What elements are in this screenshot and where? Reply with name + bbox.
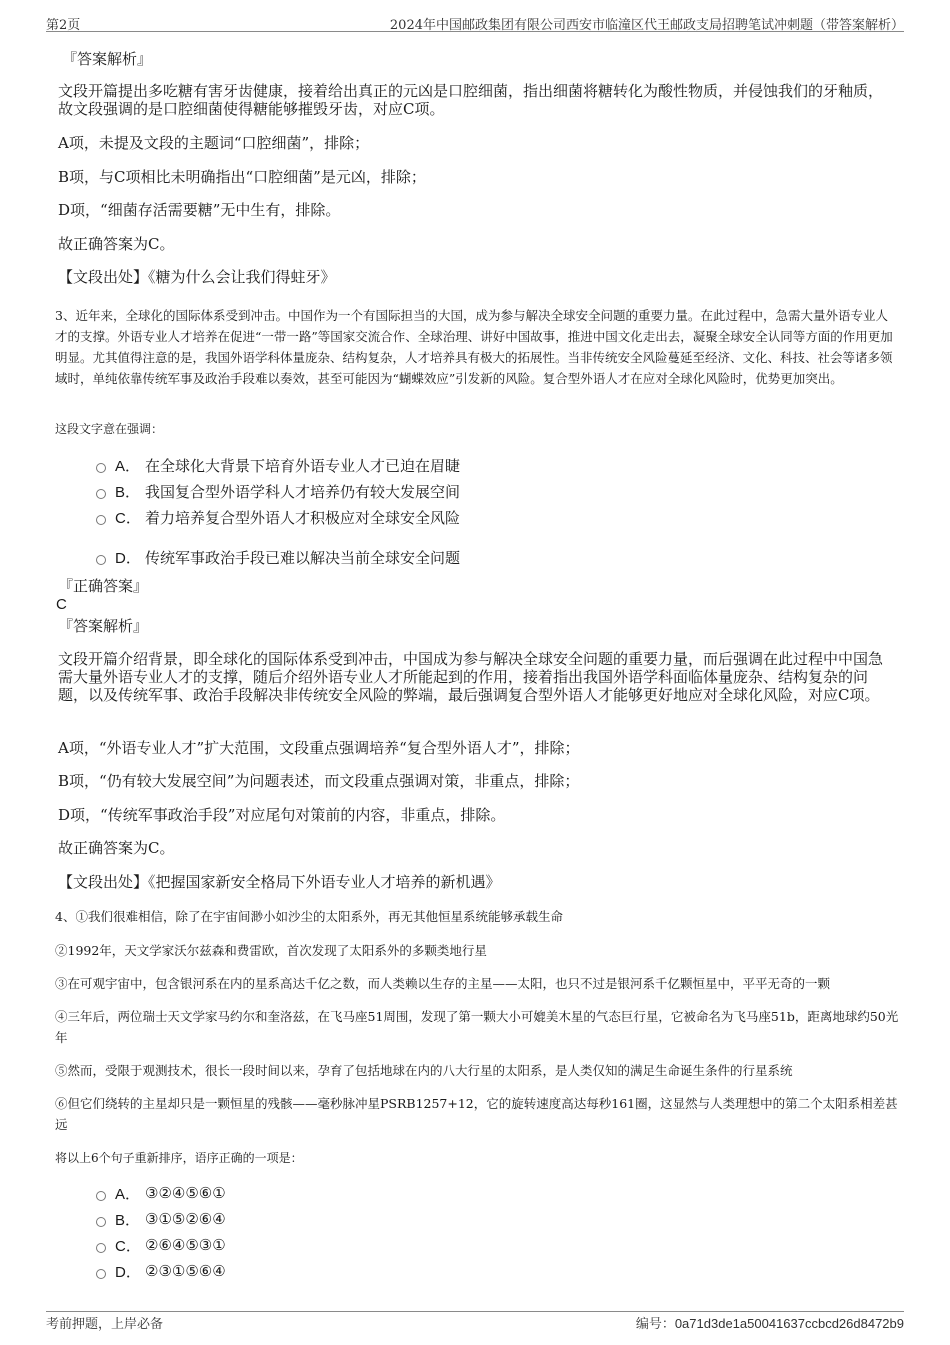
- q3-answer: C: [56, 596, 67, 613]
- q4-option-a[interactable]: [96, 1183, 226, 1203]
- radio-icon[interactable]: [96, 1217, 106, 1227]
- document-code-label: 编号：: [635, 1317, 675, 1332]
- q2-point-a: A项，未提及文段的主题词“口腔细菌”，排除；: [58, 134, 370, 152]
- q2-analysis-label: 『答案解析』: [62, 50, 153, 68]
- option-text: 传统军事政治手段已难以解决当前全球安全问题: [145, 548, 461, 567]
- q3-point-d: D项，“传统军事政治手段”对应尾句对策前的内容，非重点，排除。: [58, 806, 506, 824]
- q3-option-b[interactable]: [96, 481, 460, 501]
- footer-slogan: 考前押题，上岸必备: [46, 1317, 164, 1332]
- footer-divider: [46, 1311, 904, 1312]
- q3-option-c[interactable]: [96, 507, 460, 527]
- radio-icon[interactable]: [96, 515, 106, 525]
- q4-sentence-3: ③在可观宇宙中，包含银河系在内的星系高达千亿之数，而人类赖以生存的主星——太阳，也只不过是银河系千亿颗恒星中，平平无奇的一颗: [55, 976, 831, 991]
- q2-source: 【文段出处】《糖为什么会让我们得蛀牙》: [58, 268, 336, 286]
- option-key: B．: [115, 483, 141, 501]
- option-key: D．: [115, 1263, 141, 1281]
- option-key: C．: [115, 509, 141, 527]
- q3-passage: 3、近年来，全球化的国际体系受到冲击。中国作为一个有国际担当的大国，成为参与解决全球安全问题的重要力量。在此过程中，急需大量外语专业人才的支撑。外语专业人才培养在促进“一带一路”等国家交流合作、全球治理、讲好中国故事，推进中国文化走出去，凝聚全球安全认同等方面的作用更加明显。尤其值得注意的是，我国外语学科体量庞杂、结构复杂，人才培养具有极大的拓展性。当非传统安全风险蔓延至经济、文化、科技、社会等诸多领域时，单纯依靠传统军事及政治手段难以奏效，甚至可能因为“蝴蝶效应”引发新的风险。复合型外语人才在应对全球化风险时，优势更加突出。: [55, 308, 893, 386]
- q4-option-b[interactable]: [96, 1209, 226, 1229]
- document-code: [636, 1313, 904, 1332]
- option-text: ③①⑤②⑥④: [145, 1210, 226, 1228]
- page-number: 第2页: [46, 18, 81, 33]
- option-key: A．: [115, 457, 141, 475]
- q4-sentence-5: ⑤然而，受限于观测技术，很长一段时间以来，孕育了包括地球在内的八大行星的太阳系，是人类仅知的满足生命诞生条件的行星系统: [55, 1063, 793, 1078]
- q3-answer-label: 『正确答案』: [58, 577, 149, 595]
- option-text: ②③①⑤⑥④: [145, 1262, 226, 1280]
- option-key: A．: [115, 1185, 141, 1203]
- radio-icon[interactable]: [96, 1191, 106, 1201]
- option-key: C．: [115, 1237, 141, 1255]
- radio-icon[interactable]: [96, 463, 106, 473]
- q4-stem: 将以上6个句子重新排序，语序正确的一项是：: [55, 1151, 303, 1165]
- option-text: 着力培养复合型外语人才积极应对全球安全风险: [145, 508, 461, 527]
- q4-sentence-2: ②1992年，天文学家沃尔兹森和费雷欧，首次发现了太阳系外的多颗类地行星: [55, 943, 487, 958]
- q3-analysis-text: 文段开篇介绍背景，即全球化的国际体系受到冲击，中国成为参与解决全球安全问题的重要力量，而后强调在此过程中中国急需大量外语专业人才的支撑，随后介绍外语专业人才所能起到的作用，接着指出我国外语学科面临体量庞杂、结构复杂的问题，以及传统军事、政治手段解决非传统安全风险的弊端，最后强调复合型外语人才能够更好地应对全球化风险，对应C项。: [58, 650, 884, 704]
- q3-option-a[interactable]: [96, 455, 460, 475]
- q2-point-d: D项，“细菌存活需要糖”无中生有，排除。: [58, 201, 341, 219]
- option-text: 我国复合型外语学科人才培养仍有较大发展空间: [145, 482, 461, 501]
- q4-option-d[interactable]: [96, 1261, 226, 1281]
- option-key: B．: [115, 1211, 141, 1229]
- document-title: 2024年中国邮政集团有限公司西安市临潼区代王邮政支局招聘笔试冲刺题（带答案解析）: [389, 18, 904, 33]
- q4-sentence-4: ④三年后，两位瑞士天文学家马约尔和奎洛兹，在飞马座51周围，发现了第一颗大小可媲美木星的气态巨行星，它被命名为飞马座51b，距离地球约50光年: [55, 1009, 899, 1045]
- q4-sentence-6: ⑥但它们绕转的主星却只是一颗恒星的残骸——毫秒脉冲星PSRB1257+12，它的旋转速度高达每秒161圈，这显然与人类理想中的第二个太阳系相差甚远: [55, 1096, 898, 1132]
- q3-source: 【文段出处】《把握国家新安全格局下外语专业人才培养的新机遇》: [58, 873, 501, 891]
- q3-analysis-label: 『答案解析』: [58, 617, 149, 635]
- q2-conclusion: 故正确答案为C。: [58, 235, 175, 253]
- radio-icon[interactable]: [96, 1269, 106, 1279]
- option-text: ②⑥④⑤③①: [145, 1236, 226, 1254]
- header-divider: [46, 31, 904, 32]
- option-text: ③②④⑤⑥①: [145, 1184, 226, 1202]
- radio-icon[interactable]: [96, 555, 106, 565]
- q3-conclusion: 故正确答案为C。: [58, 839, 175, 857]
- q4-option-c[interactable]: [96, 1235, 226, 1255]
- q4-sentence-1: 4、①我们很难相信，除了在宇宙间渺小如沙尘的太阳系外，再无其他恒星系统能够承载生命: [55, 909, 563, 924]
- q3-stem: 这段文字意在强调：: [55, 422, 164, 436]
- radio-icon[interactable]: [96, 489, 106, 499]
- document-code-value: 0a71d3de1a50041637ccbcd26d8472b9: [674, 1316, 904, 1331]
- option-key: D．: [115, 549, 141, 567]
- q2-point-b: B项，与C项相比未明确指出“口腔细菌”是元凶，排除；: [58, 168, 426, 186]
- q3-option-d[interactable]: [96, 547, 460, 567]
- option-text: 在全球化大背景下培育外语专业人才已迫在眉睫: [145, 456, 461, 475]
- q3-point-b: B项，“仍有较大发展空间”为问题表述，而文段重点强调对策，非重点，排除；: [58, 772, 580, 790]
- q3-point-a: A项，“外语专业人才”扩大范围，文段重点强调培养“复合型外语人才”，排除；: [58, 739, 580, 757]
- q2-analysis-text: 文段开篇提出多吃糖有害牙齿健康，接着给出真正的元凶是口腔细菌，指出细菌将糖转化为酸性物质，并侵蚀我们的牙釉质，故文段强调的是口腔细菌使得糖能够摧毁牙齿，对应C项。: [58, 82, 884, 118]
- radio-icon[interactable]: [96, 1243, 106, 1253]
